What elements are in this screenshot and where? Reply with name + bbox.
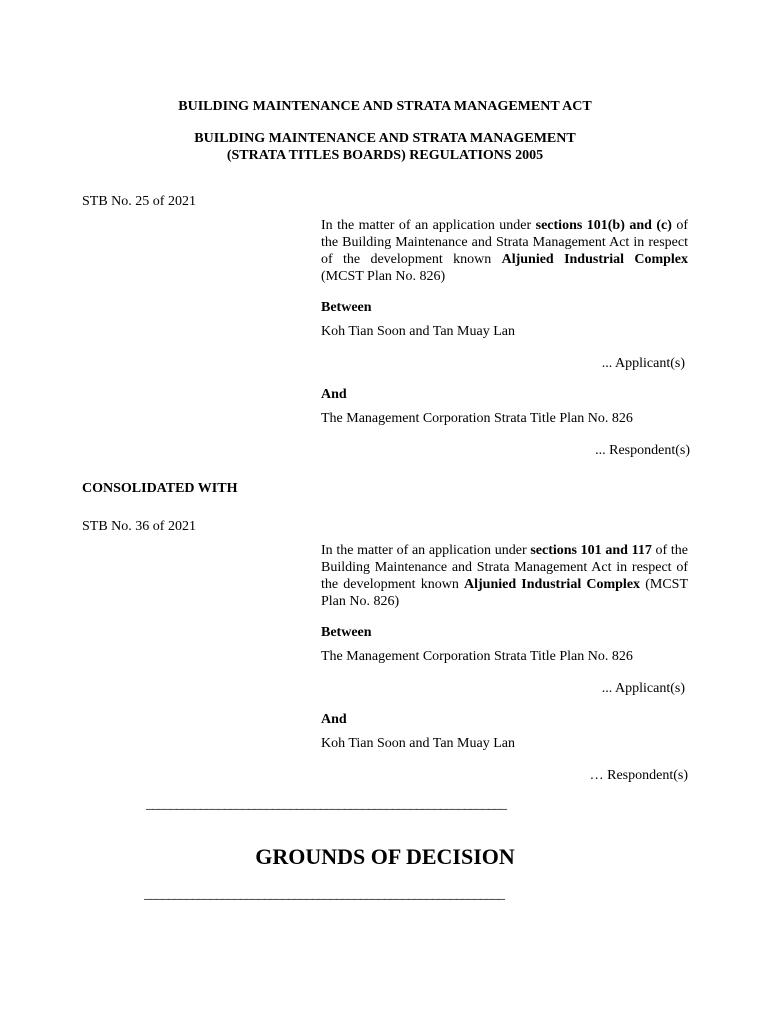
bottom-rule-line: ____________________________________________________________ bbox=[144, 887, 504, 902]
case2-respondent-role: … Respondent(s) bbox=[589, 768, 688, 783]
case1-matter-mid: of the Building Maintenance and Strata Management Act in respect of the development known bbox=[321, 218, 688, 267]
case2-between-label: Between bbox=[321, 625, 372, 640]
case2-matter-sections: sections 101 and 117 bbox=[530, 543, 652, 558]
case1-stb-number: STB No. 25 of 2021 bbox=[82, 194, 196, 209]
regulations-title-line2: (STRATA TITLES BOARDS) REGULATIONS 2005 bbox=[226, 148, 544, 163]
case2-applicant-role: ... Applicant(s) bbox=[601, 681, 685, 696]
case1-between-label: Between bbox=[321, 300, 372, 315]
case1-matter-post: (MCST Plan No. 826) bbox=[321, 269, 446, 284]
case2-matter-pre: In the matter of an application under bbox=[321, 543, 531, 558]
consolidated-with-heading: CONSOLIDATED WITH bbox=[82, 481, 238, 496]
case2-matter-mid: of the Building Maintenance and Strata Management Act in respect of the development known bbox=[321, 543, 689, 592]
case1-matter-development: Aljunied Industrial Complex bbox=[501, 252, 688, 267]
case2-and-label: And bbox=[321, 712, 347, 727]
case1-respondent-role: ... Respondent(s) bbox=[595, 443, 690, 458]
case2-matter-development: Aljunied Industrial Complex bbox=[464, 577, 641, 592]
case1-respondent-name: The Management Corporation Strata Title Plan No. 826 bbox=[321, 411, 633, 426]
case2-stb-number: STB No. 36 of 2021 bbox=[82, 519, 196, 534]
case2-matter-post: (MCST Plan No. 826) bbox=[321, 577, 688, 609]
top-rule-line: ____________________________________________________________ bbox=[146, 797, 506, 812]
case2-respondent-name: Koh Tian Soon and Tan Muay Lan bbox=[321, 736, 515, 751]
case2-applicant-name: The Management Corporation Strata Title Plan No. 826 bbox=[321, 649, 633, 664]
grounds-of-decision-title: GROUNDS OF DECISION bbox=[255, 844, 515, 869]
case2-matter-paragraph bbox=[321, 542, 688, 610]
case1-matter-paragraph bbox=[321, 217, 688, 285]
case1-matter-sections: sections 101(b) and (c) bbox=[535, 218, 672, 233]
case1-applicant-name: Koh Tian Soon and Tan Muay Lan bbox=[321, 324, 515, 339]
case1-and-label: And bbox=[321, 387, 347, 402]
case1-applicant-role: ... Applicant(s) bbox=[601, 356, 685, 371]
regulations-title-line1: BUILDING MAINTENANCE AND STRATA MANAGEMENT bbox=[194, 131, 576, 146]
case1-matter-pre: In the matter of an application under bbox=[321, 218, 536, 233]
act-title: BUILDING MAINTENANCE AND STRATA MANAGEMENT ACT bbox=[178, 99, 592, 114]
